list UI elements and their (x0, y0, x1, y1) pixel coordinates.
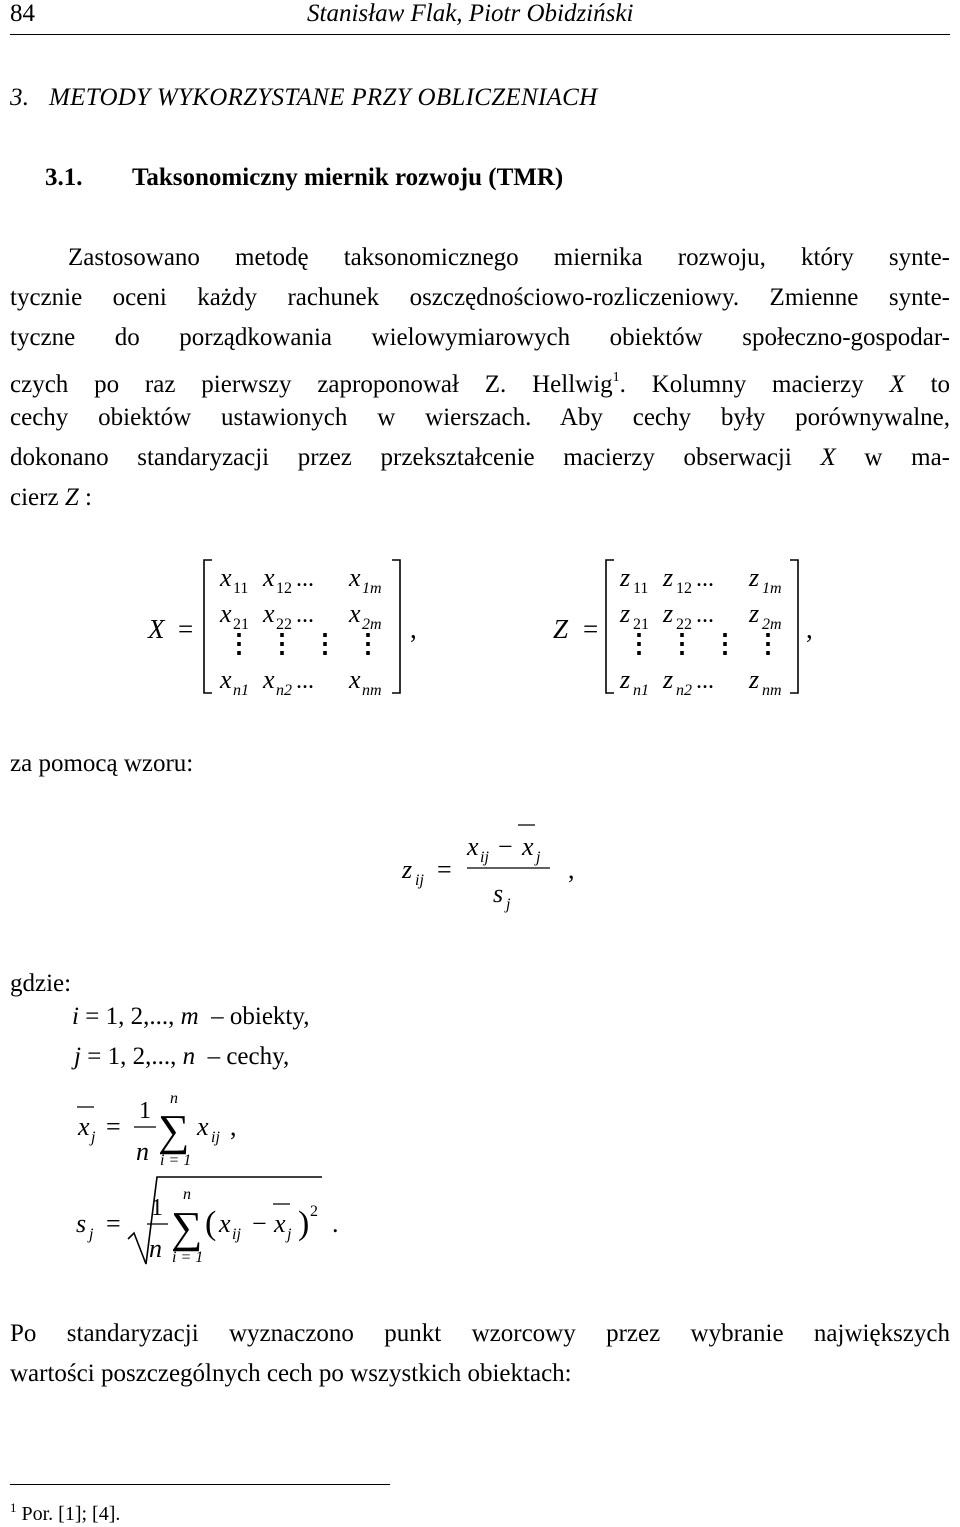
denominator-sub: j (506, 896, 511, 913)
math-var: X (820, 444, 836, 471)
matrix-entry: x (349, 599, 361, 628)
paragraph-line (10, 478, 950, 518)
matrix-entry-sub: 12 (676, 580, 692, 597)
matrix-entry-sub: n1 (233, 682, 249, 699)
matrix-entry: x (220, 665, 232, 694)
comma: , (230, 1112, 237, 1141)
matrix-entry-sub: 1m (362, 580, 382, 597)
running-authors: Stanisław Flak, Piotr Obidziński (307, 0, 634, 27)
matrix-entry-sub: 21 (633, 616, 649, 633)
sum-upper: n (170, 1090, 178, 1107)
matrix-entry-sub: 11 (633, 580, 649, 597)
math-var: m (180, 1003, 199, 1030)
chapter-heading: 3. METODY WYKORZYSTANE PRZY OBLICZENIACH (10, 84, 598, 111)
matrix-entry-sub: 12 (276, 580, 292, 597)
paragraph-intro (10, 238, 950, 518)
matrix-entry-sub: 11 (233, 580, 249, 597)
equals-sign: = (106, 1112, 121, 1141)
fraction-numerator: 1 (151, 1195, 163, 1221)
matrix-vdots: ⋮ (755, 629, 781, 658)
math-var: Z (64, 484, 79, 511)
numerator-a: x (467, 832, 479, 861)
section-title: Taksonomiczny miernik rozwoju (TMR) (132, 164, 564, 191)
comma: , (568, 855, 575, 884)
mean-lhs-sub: j (91, 1129, 96, 1146)
matrix-z-equation (553, 560, 813, 699)
numerator-b: x (522, 832, 534, 861)
equals-sign: = (178, 614, 194, 644)
running-header (10, 0, 950, 35)
matrix-entry: z (749, 665, 760, 694)
formula-mean (60, 1085, 320, 1175)
matrix-entry-sub: 22 (276, 616, 292, 633)
text-run: to (930, 371, 951, 398)
matrix-entry-sub: 22 (676, 616, 692, 633)
matrix-entry: x (263, 599, 275, 628)
term-a-sub: ij (232, 1226, 241, 1243)
za-pomoca-text: za pomocą wzoru: (10, 750, 194, 777)
section-number: 3.1. (45, 164, 83, 191)
matrix-vdots: ⋮ (626, 629, 652, 658)
dash: – (207, 1043, 221, 1070)
text-run: : (84, 484, 92, 511)
matrix-entry-sub: n2 (676, 682, 692, 699)
equals-sign: = (85, 1003, 100, 1030)
math-var: i (72, 1003, 79, 1030)
matrix-ellipsis: ... (296, 668, 314, 694)
definition-text: cechy, (226, 1043, 290, 1070)
matrix-vdots: ⋮ (226, 629, 252, 658)
matrix-entry: z (749, 599, 760, 628)
text-run: czych po raz pierwszy zaproponował Z. Hellwig (10, 371, 613, 398)
math-var: X (889, 371, 905, 398)
sd-lhs-sub: j (89, 1226, 94, 1243)
matrix-equations (0, 548, 960, 708)
index-values: 1, 2,..., (107, 1043, 183, 1070)
comma: , (410, 614, 417, 644)
sum-upper: n (183, 1186, 191, 1203)
definition-i (72, 1003, 310, 1031)
matrix-x-cells (219, 563, 382, 699)
math-var: j (74, 1043, 81, 1070)
footnote-mark: 1 (10, 1500, 17, 1515)
period: . (332, 1209, 339, 1238)
matrix-entry-sub: 2m (362, 616, 382, 633)
sd-lhs: s (76, 1209, 87, 1238)
matrix-entry-sub: n2 (276, 682, 292, 699)
matrix-entry: x (220, 599, 232, 628)
matrix-z-cells (619, 563, 782, 699)
index-values: 1, 2,..., (105, 1003, 181, 1030)
matrix-vdots: ⋮ (712, 629, 738, 658)
minus-sign: − (252, 1209, 267, 1238)
matrix-entry: z (663, 599, 674, 628)
equals-sign: = (437, 855, 452, 884)
text-run: w ma- (864, 444, 950, 471)
matrix-vdots: ⋮ (669, 629, 695, 658)
formula-standardization (380, 815, 620, 925)
fraction-denominator: n (149, 1234, 162, 1263)
sum-sign: ∑ (158, 1106, 190, 1155)
numerator-a-sub: ij (480, 849, 489, 866)
paragraph-line: Zastosowano metodę taksonomicznego miernika rozwoju, który synte- (68, 244, 950, 271)
left-paren: ( (205, 1205, 217, 1242)
footnote (10, 1500, 120, 1526)
paragraph-line (10, 438, 950, 478)
formula-lhs: z (402, 855, 413, 884)
matrix-z-name: Z (553, 614, 569, 644)
paragraph-line: tyczne do porządkowania wielowymiarowych obiektów społeczno-gospodar- (10, 324, 950, 351)
numerator-b-sub: j (536, 849, 541, 866)
right-bracket (790, 560, 798, 693)
footnote-ref: 1 (612, 370, 620, 385)
matrix-entry: x (349, 563, 361, 592)
paragraph-ideal-point (10, 1314, 950, 1394)
section-heading (45, 164, 563, 192)
matrix-vdots: ⋮ (355, 629, 381, 658)
fraction-numerator: 1 (139, 1098, 151, 1124)
matrix-entry-sub: n1 (633, 682, 649, 699)
formula-lhs-sub: ij (415, 872, 424, 889)
definition-j (74, 1043, 289, 1071)
equals-sign: = (106, 1209, 121, 1238)
sum-lower: i = 1 (160, 1152, 192, 1169)
right-bracket (392, 560, 400, 693)
formula-std-dev (60, 1172, 380, 1277)
sum-term: x (197, 1112, 209, 1141)
gdzie-text: gdzie: (10, 970, 72, 997)
equals-sign: = (583, 614, 599, 644)
footnote-rule (10, 1484, 390, 1485)
footnote-text: Por. [1]; [4]. (21, 1503, 121, 1525)
fraction-denominator: n (136, 1137, 149, 1166)
paragraph-line: tycznie oceni każdy rachunek oszczędnościowo-rozliczeniowy. Zmienne synte- (10, 284, 950, 311)
text-run: cierz (10, 484, 59, 511)
minus-sign: − (498, 832, 513, 861)
mean-lhs: x (78, 1112, 90, 1141)
dash: – (211, 1003, 224, 1030)
matrix-vdots: ⋮ (269, 629, 295, 658)
definition-text: obiekty, (229, 1003, 310, 1030)
matrix-entry: z (620, 599, 631, 628)
matrix-entry-sub: nm (762, 682, 782, 699)
matrix-entry-sub: 21 (233, 616, 249, 633)
page-number: 84 (10, 0, 35, 27)
matrix-entry: x (349, 665, 361, 694)
sum-sign: ∑ (171, 1203, 203, 1252)
matrix-ellipsis: ... (296, 602, 314, 628)
paragraph-line: Po standaryzacji wyznaczono punkt wzorcowy przez wybranie największych (10, 1320, 950, 1347)
paragraph-line (10, 358, 950, 398)
matrix-x-name: X (148, 614, 165, 644)
comma: , (806, 614, 813, 644)
matrix-ellipsis: ... (296, 566, 314, 592)
equals-sign: = (87, 1043, 102, 1070)
term-b-sub: j (287, 1226, 292, 1243)
matrix-entry: x (220, 563, 232, 592)
matrix-entry: z (620, 665, 631, 694)
text-run: . Kolumny macierzy (619, 371, 864, 398)
matrix-entry: z (663, 665, 674, 694)
matrix-entry-sub: nm (362, 682, 382, 699)
matrix-ellipsis: ... (696, 668, 714, 694)
matrix-ellipsis: ... (696, 566, 714, 592)
matrix-entry: z (663, 563, 674, 592)
matrix-entry-sub: 1m (762, 580, 782, 597)
sum-lower: i = 1 (172, 1249, 204, 1266)
matrix-entry: x (263, 563, 275, 592)
paragraph-line: wartości poszczególnych cech po wszystkich obiektach: (10, 1360, 572, 1387)
term-b: x (274, 1209, 286, 1238)
right-paren: ) (298, 1205, 310, 1242)
term-a: x (219, 1209, 231, 1238)
matrix-ellipsis: ... (696, 602, 714, 628)
text-run: dokonano standaryzacji przez przekształcenie macierzy obserwacji (10, 444, 792, 471)
sum-term-sub: ij (211, 1129, 220, 1146)
matrix-entry: z (749, 563, 760, 592)
paragraph-line: cechy obiektów ustawionych w wierszach. Aby cechy były porównywalne, (10, 404, 950, 431)
matrix-entry-sub: 2m (762, 616, 782, 633)
math-var: n (182, 1043, 196, 1070)
matrix-entry: z (620, 563, 631, 592)
left-bracket (204, 560, 212, 693)
exponent: 2 (310, 1203, 318, 1220)
matrix-x-equation (147, 560, 417, 699)
denominator: s (493, 879, 504, 908)
matrix-entry: x (263, 665, 275, 694)
matrix-vdots: ⋮ (312, 629, 338, 658)
left-bracket (606, 560, 614, 693)
